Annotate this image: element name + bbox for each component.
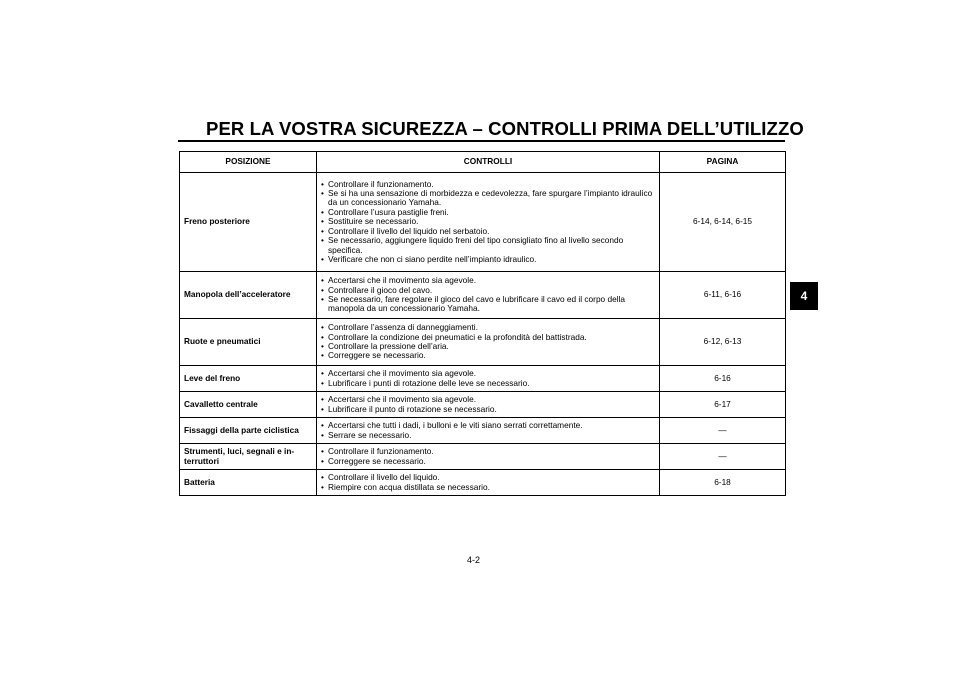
check-item: • Controllare il funzionamento. — [321, 180, 655, 189]
check-item: • Riempire con acqua distillata se necessario. — [321, 483, 655, 492]
column-header-page: PAGINA — [660, 152, 786, 173]
check-item: • Correggere se necessario. — [321, 457, 655, 466]
page-reference: 6-12, 6-13 — [660, 319, 786, 366]
table-row — [180, 418, 786, 444]
check-item: • Lubrificare il punto di rotazione se necessario. — [321, 405, 655, 414]
check-item: • Accertarsi che tutti i dadi, i bulloni e le viti siano serrati correttamente. — [321, 421, 655, 430]
checks-cell — [317, 173, 660, 272]
table-header-row — [180, 152, 786, 173]
position-cell: Ruote e pneumatici — [180, 319, 317, 366]
check-item: • Sostituire se necessario. — [321, 217, 655, 226]
check-item: • Serrare se necessario. — [321, 431, 655, 440]
position-cell: Leve del freno — [180, 366, 317, 392]
page-reference: 6-18 — [660, 470, 786, 496]
checks-table — [179, 151, 786, 496]
page-reference: — — [660, 418, 786, 444]
page-title: PER LA VOSTRA SICUREZZA – CONTROLLI PRIMA DELL’UTILIZZO — [206, 118, 804, 139]
check-item: • Se necessario, fare regolare il gioco del cavo e lubrificare il cavo ed il corpo della manopola da un concessionario Yamaha. — [321, 295, 655, 314]
position-cell: Cavalletto centrale — [180, 392, 317, 418]
title-divider — [178, 140, 785, 142]
table-row — [180, 319, 786, 366]
checks-cell — [317, 319, 660, 366]
position-cell: Fissaggi della parte ciclistica — [180, 418, 317, 444]
check-item: • Controllare il livello del liquido. — [321, 473, 655, 482]
page-number: 4-2 — [467, 555, 481, 565]
check-item: • Controllare il gioco del cavo. — [321, 286, 655, 295]
checks-cell — [317, 392, 660, 418]
checks-cell — [317, 366, 660, 392]
check-item: • Lubrificare i punti di rotazione delle leve se necessario. — [321, 379, 655, 388]
table-row — [180, 366, 786, 392]
check-item: • Controllare l’assenza di danneggiamenti. — [321, 323, 655, 332]
position-cell: Manopola dell’acceleratore — [180, 272, 317, 319]
check-item: • Accertarsi che il movimento sia agevole. — [321, 276, 655, 285]
check-item: • Accertarsi che il movimento sia agevole. — [321, 369, 655, 378]
page-reference: — — [660, 444, 786, 470]
section-tab: 4 — [790, 282, 818, 310]
table-row — [180, 392, 786, 418]
checks-cell — [317, 470, 660, 496]
check-item: • Se necessario, aggiungere liquido freni del tipo consigliato fino al livello secondo specifica. — [321, 236, 655, 255]
table-row — [180, 444, 786, 470]
table-row — [180, 272, 786, 319]
check-item: • Controllare il funzionamento. — [321, 447, 655, 456]
check-item: • Controllare la condizione dei pneumatici e la profondità del battistrada. — [321, 333, 655, 342]
check-item: • Controllare il livello del liquido nel serbatoio. — [321, 227, 655, 236]
position-cell: Strumenti, luci, segnali e in-terruttori — [180, 444, 317, 470]
checks-cell — [317, 272, 660, 319]
page-reference: 6-11, 6-16 — [660, 272, 786, 319]
column-header-checks: CONTROLLI — [317, 152, 660, 173]
check-item: • Correggere se necessario. — [321, 351, 655, 360]
check-item: • Controllare l’usura pastiglie freni. — [321, 208, 655, 217]
check-item: • Verificare che non ci siano perdite nell’impianto idraulico. — [321, 255, 655, 264]
position-cell: Batteria — [180, 470, 317, 496]
page-reference: 6-14, 6-14, 6-15 — [660, 173, 786, 272]
check-item: • Se si ha una sensazione di morbidezza e cedevolezza, fare spurgare l’impianto idraulico da un concessionario Yamaha. — [321, 189, 655, 208]
check-item: • Accertarsi che il movimento sia agevole. — [321, 395, 655, 404]
page-reference: 6-17 — [660, 392, 786, 418]
checks-cell — [317, 418, 660, 444]
table-row — [180, 470, 786, 496]
column-header-position: POSIZIONE — [180, 152, 317, 173]
page-reference: 6-16 — [660, 366, 786, 392]
position-cell: Freno posteriore — [180, 173, 317, 272]
table-row — [180, 173, 786, 272]
checks-cell — [317, 444, 660, 470]
check-item: • Controllare la pressione dell’aria. — [321, 342, 655, 351]
